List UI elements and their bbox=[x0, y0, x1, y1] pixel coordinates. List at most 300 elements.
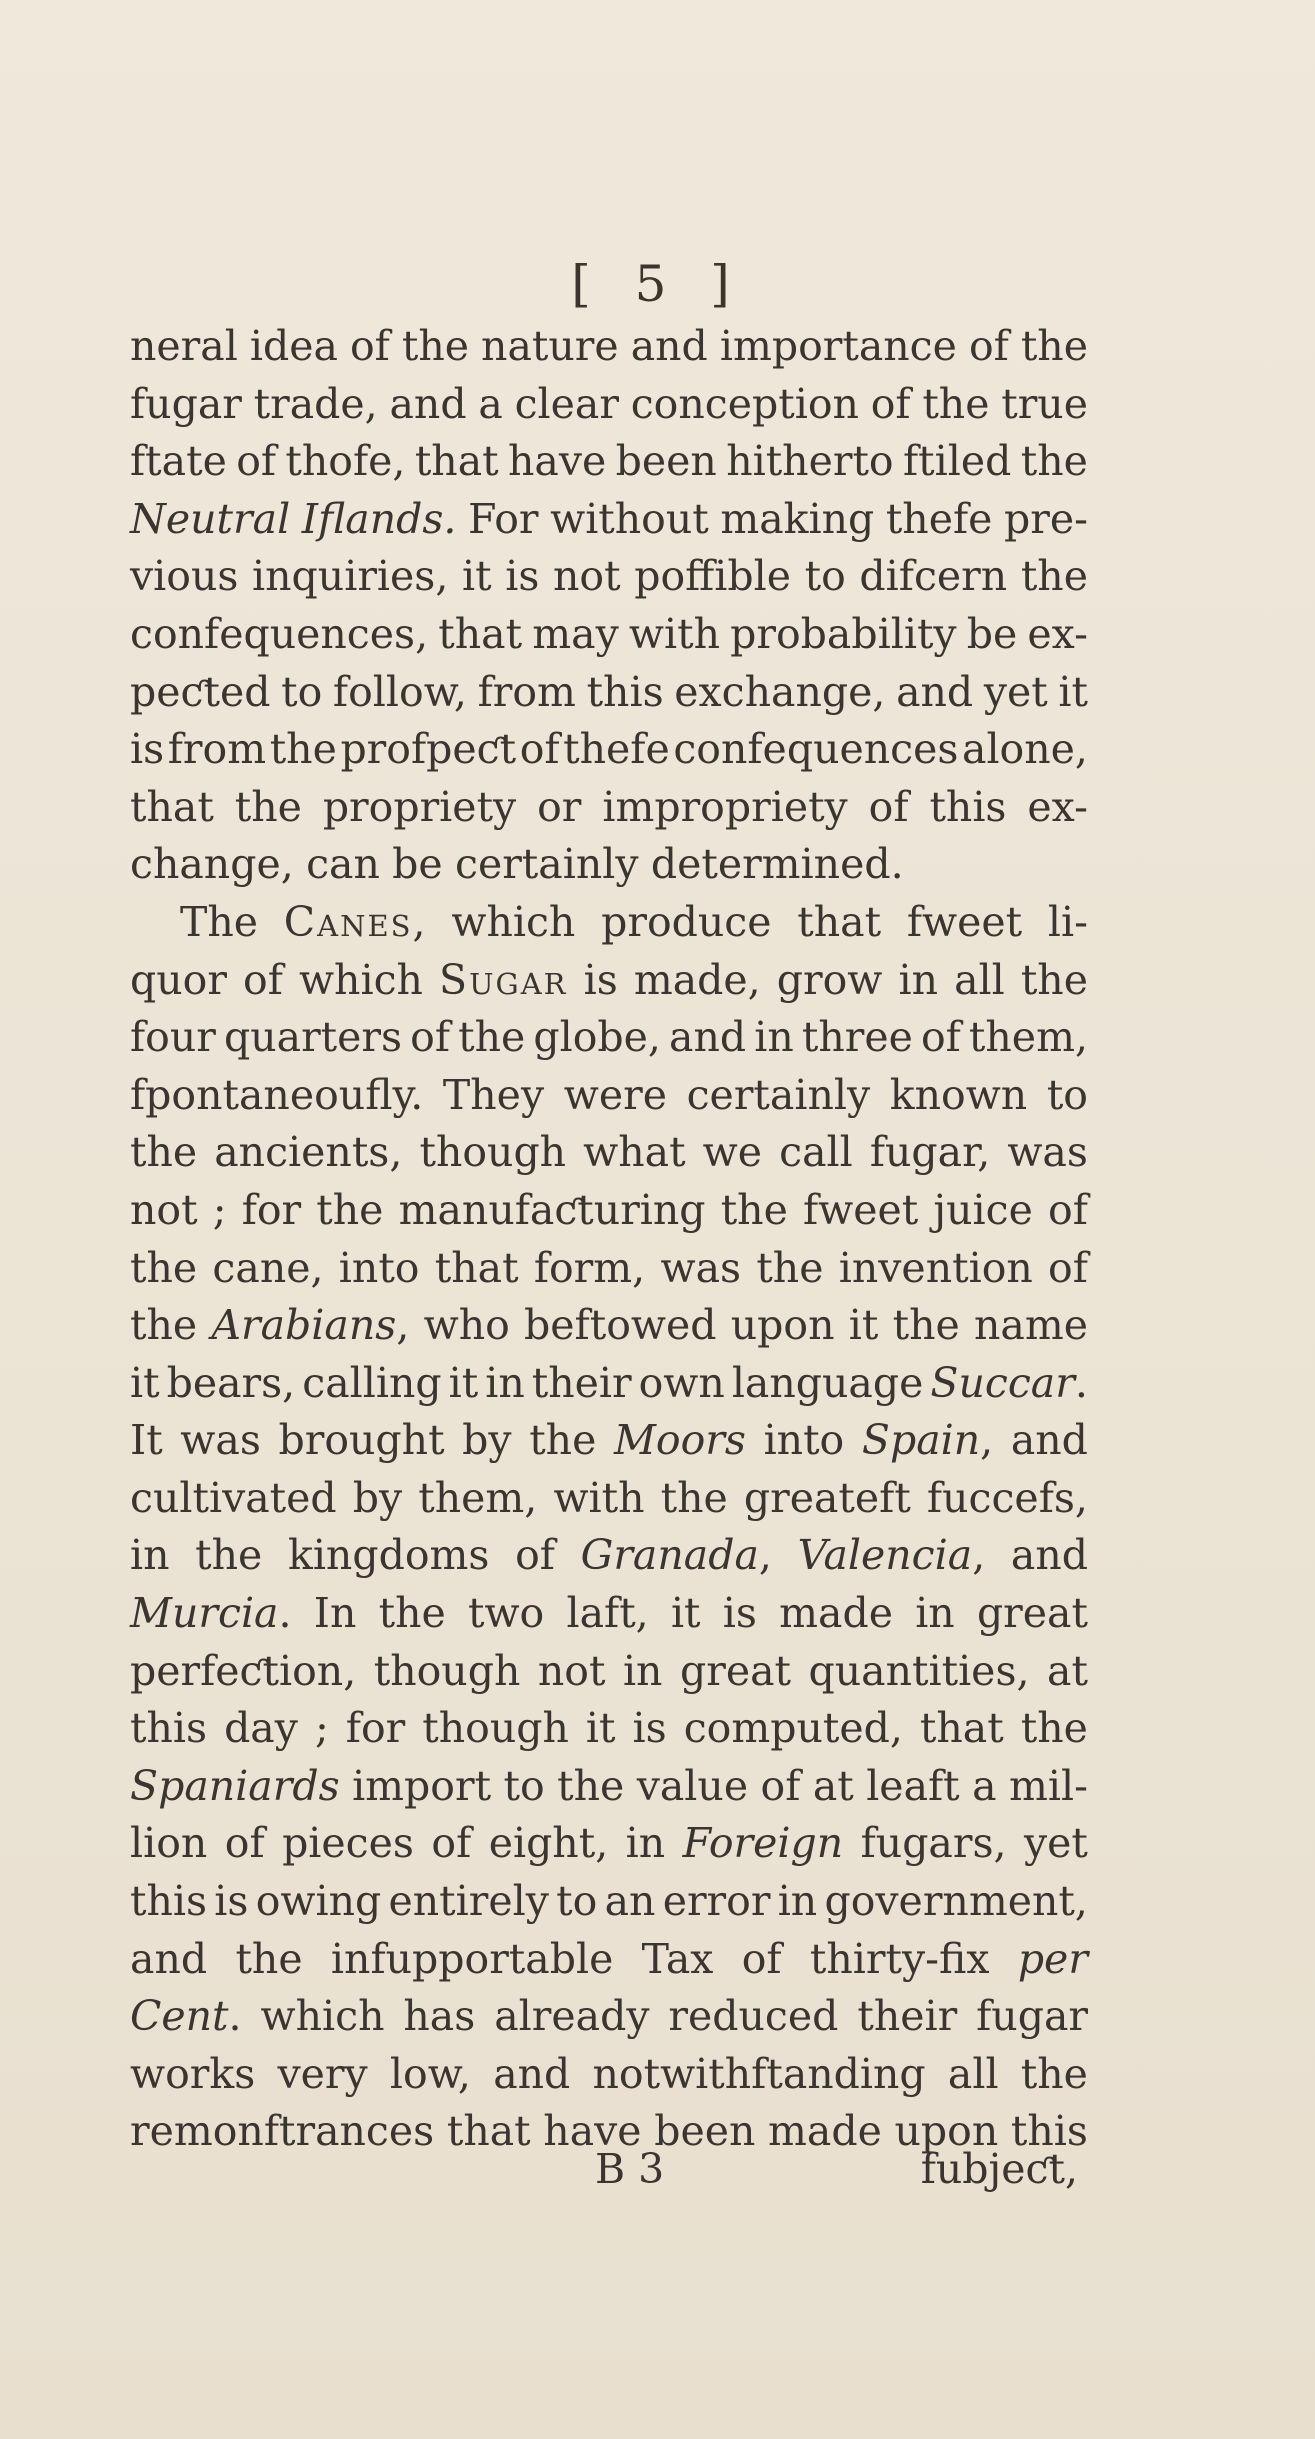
word bbox=[235, 779, 302, 837]
word-piece: ; bbox=[314, 1704, 329, 1753]
word-piece: all bbox=[954, 955, 1005, 1004]
word-piece: Foreign bbox=[682, 1819, 844, 1868]
word bbox=[505, 548, 539, 606]
word-piece: in bbox=[130, 1531, 170, 1580]
word-piece: of bbox=[1048, 1185, 1088, 1234]
word-piece: fweet bbox=[803, 1185, 919, 1234]
text-line bbox=[130, 1182, 1088, 1240]
word-piece: quantities, bbox=[808, 1646, 1030, 1695]
word bbox=[927, 1470, 1088, 1528]
word bbox=[515, 1527, 555, 1585]
text-line bbox=[130, 721, 1088, 779]
word bbox=[1021, 952, 1088, 1010]
word-piece: fuccefs, bbox=[926, 1473, 1088, 1522]
word-piece: of bbox=[1048, 1243, 1088, 1292]
word-piece: to bbox=[804, 552, 846, 601]
word-piece: thefe bbox=[563, 725, 670, 774]
word-piece: The bbox=[180, 897, 259, 946]
word bbox=[761, 1758, 801, 1816]
word bbox=[593, 2046, 926, 2104]
word-piece: made, bbox=[633, 955, 761, 1004]
word bbox=[424, 1297, 510, 1355]
word-piece: thefe bbox=[885, 494, 993, 543]
word-piece: and bbox=[1010, 1416, 1088, 1465]
word bbox=[920, 1700, 1004, 1758]
word bbox=[756, 1240, 823, 1298]
word bbox=[389, 376, 466, 434]
word bbox=[744, 1470, 911, 1528]
word bbox=[130, 1815, 207, 1873]
text-line bbox=[130, 1009, 1088, 1067]
word bbox=[1048, 1182, 1088, 1240]
word-piece: determined. bbox=[650, 840, 904, 889]
word bbox=[285, 433, 405, 491]
word-piece: the bbox=[269, 725, 337, 774]
word-piece: to bbox=[281, 667, 323, 716]
text-line bbox=[130, 1124, 1088, 1182]
word bbox=[859, 548, 1007, 606]
word-piece: and bbox=[130, 1934, 208, 1983]
word bbox=[261, 1988, 385, 2046]
word-piece: the bbox=[401, 322, 470, 370]
word-piece: has bbox=[403, 1992, 476, 2041]
word-piece: and bbox=[896, 667, 974, 716]
word bbox=[214, 1124, 402, 1182]
word-piece: into bbox=[338, 1243, 420, 1292]
text-line bbox=[130, 664, 1088, 722]
word-piece: four bbox=[130, 1013, 216, 1062]
word bbox=[468, 491, 539, 549]
word bbox=[302, 1355, 441, 1413]
word-piece: very bbox=[277, 2049, 368, 2098]
word bbox=[281, 664, 322, 722]
word bbox=[803, 1182, 918, 1240]
word-piece: from bbox=[477, 667, 576, 716]
word bbox=[1024, 1815, 1088, 1873]
word-piece: Cent bbox=[130, 1992, 229, 2041]
word bbox=[661, 1470, 728, 1528]
word bbox=[933, 1182, 1032, 1240]
word-piece: them, bbox=[418, 1473, 538, 1522]
word-piece: which bbox=[451, 897, 576, 946]
word-piece: and bbox=[1010, 1531, 1088, 1580]
text-line bbox=[130, 1931, 1088, 1989]
word bbox=[862, 1412, 993, 1470]
word bbox=[130, 548, 238, 606]
word-piece: that bbox=[797, 897, 882, 946]
word bbox=[581, 1527, 772, 1585]
word bbox=[299, 952, 423, 1010]
word bbox=[977, 1585, 1088, 1643]
word-piece: who bbox=[423, 1301, 510, 1350]
word-piece: Valencia bbox=[797, 1531, 973, 1580]
word-piece: may bbox=[532, 609, 619, 658]
word-piece: poffible bbox=[634, 552, 791, 601]
word-piece: They bbox=[442, 1070, 545, 1119]
text-line bbox=[130, 318, 1088, 376]
word bbox=[374, 1643, 521, 1701]
word-piece: can bbox=[306, 840, 380, 889]
word-piece: low, bbox=[389, 2049, 471, 2098]
word bbox=[306, 836, 380, 894]
word bbox=[1027, 606, 1088, 664]
word bbox=[252, 548, 448, 606]
text-line bbox=[130, 1412, 1088, 1470]
word-piece: beftowed bbox=[524, 1301, 717, 1350]
word-piece: follow, bbox=[332, 667, 467, 716]
word bbox=[637, 1758, 748, 1816]
word bbox=[969, 1009, 1088, 1067]
word-piece: entirely bbox=[388, 1877, 549, 1926]
word bbox=[731, 1297, 835, 1355]
word bbox=[130, 1527, 170, 1585]
word bbox=[890, 1067, 1027, 1125]
word-piece: per bbox=[1017, 1934, 1088, 1983]
word bbox=[673, 721, 958, 779]
word-piece: yet bbox=[983, 667, 1048, 716]
word bbox=[614, 1412, 746, 1470]
word bbox=[639, 1355, 725, 1413]
text-line bbox=[130, 548, 1088, 606]
word-piece: from bbox=[167, 725, 267, 774]
word-piece: them, bbox=[968, 1013, 1088, 1062]
word bbox=[974, 1297, 1088, 1355]
word-piece: the bbox=[195, 1531, 263, 1580]
word bbox=[634, 952, 761, 1010]
text-line bbox=[130, 2046, 1088, 2104]
word bbox=[583, 1124, 685, 1182]
word bbox=[810, 1931, 990, 1989]
word-piece: with bbox=[553, 1473, 645, 1522]
word-piece: brought bbox=[278, 1416, 445, 1465]
word-piece: the bbox=[378, 1589, 446, 1638]
word-piece: true bbox=[1001, 379, 1088, 428]
word-piece: yet bbox=[1024, 1819, 1088, 1868]
word-piece: Arabians bbox=[211, 1301, 397, 1350]
word-piece: ; bbox=[212, 1185, 227, 1234]
word bbox=[130, 1931, 207, 1989]
word-piece: great bbox=[976, 1589, 1088, 1638]
word bbox=[350, 318, 390, 376]
word-piece: it bbox=[448, 1358, 479, 1407]
text-line bbox=[130, 491, 1088, 549]
word-piece: that bbox=[414, 437, 499, 486]
word-piece: ancients, bbox=[214, 1128, 403, 1177]
word bbox=[969, 318, 1009, 376]
word bbox=[930, 1355, 1088, 1413]
word-piece: , bbox=[412, 897, 426, 946]
word bbox=[687, 1067, 871, 1125]
word bbox=[278, 1412, 444, 1470]
word bbox=[331, 1931, 613, 1989]
text-line bbox=[130, 1988, 1088, 2046]
word bbox=[515, 376, 619, 434]
word-piece: the bbox=[660, 1473, 728, 1522]
word bbox=[962, 721, 1088, 779]
word bbox=[984, 664, 1048, 722]
word-piece: the bbox=[1020, 2049, 1088, 2098]
word-piece: propriety bbox=[322, 782, 517, 831]
word bbox=[805, 548, 846, 606]
word bbox=[1011, 1527, 1088, 1585]
word-piece: cultivated bbox=[130, 1473, 337, 1522]
word bbox=[896, 664, 973, 722]
word-piece: it bbox=[848, 1301, 879, 1350]
word-piece: two bbox=[467, 1589, 545, 1638]
text-line bbox=[130, 836, 1088, 894]
word-piece: trade, bbox=[253, 379, 378, 428]
word-piece: upon bbox=[894, 2107, 999, 2156]
word-piece: that bbox=[919, 1704, 1004, 1753]
word-piece: owing bbox=[255, 1877, 382, 1926]
word-piece: in bbox=[622, 1646, 663, 1695]
word bbox=[481, 318, 619, 376]
word bbox=[1058, 664, 1088, 722]
word-piece: the bbox=[756, 1243, 824, 1292]
word bbox=[683, 1815, 844, 1873]
word-piece: was bbox=[180, 1416, 261, 1465]
word bbox=[778, 1873, 818, 1931]
word bbox=[929, 779, 1006, 837]
word-piece: pre- bbox=[1003, 494, 1088, 543]
word bbox=[563, 721, 670, 779]
word-piece: nature bbox=[481, 322, 619, 370]
word bbox=[399, 1182, 706, 1240]
word-piece: fugar bbox=[976, 1992, 1088, 2041]
word bbox=[684, 1700, 903, 1758]
word bbox=[726, 433, 893, 491]
word bbox=[493, 2046, 570, 2104]
word-piece: lion bbox=[130, 1819, 208, 1868]
word-piece: greateft bbox=[743, 1473, 911, 1522]
word bbox=[629, 606, 720, 664]
word-piece: value bbox=[636, 1761, 749, 1810]
word bbox=[403, 1988, 475, 2046]
word-piece: , bbox=[972, 1531, 986, 1580]
word-piece: though bbox=[373, 1646, 521, 1695]
word-piece: grow bbox=[776, 955, 883, 1004]
word-piece: in bbox=[915, 1589, 955, 1638]
word bbox=[532, 1355, 632, 1413]
word-piece: , bbox=[396, 1301, 410, 1350]
text-line bbox=[130, 1758, 1088, 1816]
word-piece: manufaƈturing bbox=[398, 1185, 706, 1234]
word-piece: globe, bbox=[533, 1013, 661, 1062]
word-piece: already bbox=[494, 1992, 650, 2041]
word-piece: ftate bbox=[130, 437, 227, 486]
word-piece: not bbox=[537, 1646, 606, 1695]
word bbox=[168, 721, 266, 779]
word bbox=[130, 376, 242, 434]
word-piece: the bbox=[922, 379, 990, 428]
word bbox=[1004, 491, 1088, 549]
word-piece: ex- bbox=[1027, 609, 1088, 658]
word-piece: the bbox=[316, 1185, 384, 1234]
word-piece: fugars, bbox=[860, 1819, 1007, 1868]
word-piece: to bbox=[556, 1877, 598, 1926]
word-piece: the bbox=[892, 1301, 960, 1350]
body-text bbox=[130, 318, 1088, 2161]
word-piece: clear bbox=[514, 379, 619, 428]
word bbox=[443, 1067, 544, 1125]
word bbox=[418, 1470, 537, 1528]
page-number: [ 5 ] bbox=[571, 255, 744, 313]
word bbox=[1047, 1643, 1088, 1701]
word bbox=[1011, 1412, 1088, 1470]
word-piece: without bbox=[550, 494, 709, 543]
word bbox=[584, 952, 618, 1010]
word-piece: known bbox=[889, 1070, 1028, 1119]
word-piece: it bbox=[585, 1704, 616, 1753]
word bbox=[422, 1700, 569, 1758]
word bbox=[976, 1988, 1088, 2046]
word bbox=[352, 1758, 491, 1816]
word-piece: by bbox=[462, 1416, 512, 1465]
text-line bbox=[130, 1873, 1088, 1931]
word-piece: were bbox=[563, 1070, 667, 1119]
word-piece: this bbox=[929, 782, 1007, 831]
word-piece: notwithftanding bbox=[592, 2049, 926, 2098]
word bbox=[537, 779, 581, 837]
word bbox=[1009, 1758, 1088, 1816]
word-piece: Canes bbox=[283, 897, 413, 946]
word bbox=[870, 1124, 990, 1182]
word-piece: in bbox=[898, 955, 938, 1004]
word bbox=[449, 1355, 479, 1413]
word bbox=[494, 1988, 649, 2046]
word-piece: Spaniards bbox=[130, 1761, 340, 1810]
word bbox=[601, 894, 771, 952]
word bbox=[314, 1585, 357, 1643]
word-piece: is bbox=[583, 955, 618, 1004]
word bbox=[468, 1585, 544, 1643]
word bbox=[508, 433, 606, 491]
word-piece: an bbox=[604, 1877, 656, 1926]
word-piece: fugar, bbox=[869, 1128, 991, 1177]
text-line bbox=[130, 433, 1088, 491]
word bbox=[270, 721, 337, 779]
word bbox=[254, 376, 378, 434]
word-piece: fugar bbox=[130, 379, 242, 428]
word bbox=[779, 1124, 853, 1182]
word-piece: language bbox=[731, 1358, 924, 1407]
text-line bbox=[130, 1470, 1088, 1528]
word bbox=[1021, 1700, 1088, 1758]
word bbox=[130, 721, 164, 779]
word bbox=[235, 1931, 302, 1989]
word-piece: have bbox=[508, 437, 607, 486]
word-piece: it bbox=[462, 552, 492, 601]
word bbox=[1018, 1931, 1088, 1989]
word-piece: call bbox=[779, 1128, 853, 1177]
word bbox=[538, 1643, 606, 1701]
word-piece: in bbox=[485, 1358, 525, 1407]
word bbox=[462, 1412, 511, 1470]
word-piece: of bbox=[760, 1761, 801, 1810]
word-piece: is bbox=[130, 725, 165, 774]
word-piece: leaft bbox=[866, 1761, 960, 1810]
word-piece: thofe, bbox=[285, 437, 406, 486]
word-piece: this bbox=[586, 667, 664, 716]
word-piece: of bbox=[920, 1013, 961, 1062]
word-piece: profpeƈt bbox=[340, 725, 517, 774]
word-piece: of bbox=[868, 782, 909, 831]
word bbox=[813, 1758, 854, 1816]
word-piece: been bbox=[615, 437, 717, 486]
word-piece: for bbox=[345, 1704, 406, 1753]
word-piece: it bbox=[670, 1589, 701, 1638]
word bbox=[605, 1873, 656, 1931]
word bbox=[557, 1758, 624, 1816]
word bbox=[779, 1585, 893, 1643]
word-piece: upon bbox=[730, 1301, 835, 1350]
word-piece: is bbox=[505, 552, 540, 601]
word bbox=[402, 318, 469, 376]
word-piece: of bbox=[349, 322, 390, 370]
word bbox=[167, 1355, 296, 1413]
word bbox=[866, 1758, 959, 1816]
word-piece: It bbox=[130, 1416, 163, 1465]
word bbox=[824, 1873, 1087, 1931]
word-piece: bears, bbox=[166, 1358, 296, 1407]
word bbox=[553, 548, 621, 606]
word bbox=[130, 1009, 216, 1067]
word-piece: . bbox=[1074, 1358, 1088, 1407]
word bbox=[616, 433, 717, 491]
word-piece: reduced bbox=[668, 1992, 839, 2041]
word-piece: with bbox=[628, 609, 720, 658]
word-piece: we bbox=[702, 1128, 763, 1177]
word bbox=[668, 1988, 838, 2046]
word bbox=[353, 1470, 402, 1528]
word bbox=[1021, 548, 1088, 606]
word bbox=[654, 2103, 755, 2161]
word bbox=[180, 1412, 261, 1470]
word bbox=[732, 1355, 924, 1413]
word bbox=[225, 1815, 265, 1873]
word bbox=[921, 1009, 961, 1067]
word-piece: calling bbox=[302, 1358, 442, 1407]
word bbox=[922, 376, 989, 434]
word bbox=[533, 1009, 661, 1067]
word bbox=[130, 2103, 434, 2161]
word bbox=[954, 952, 1005, 1010]
word-piece: cane, bbox=[212, 1243, 324, 1292]
text-line bbox=[130, 1815, 1088, 1873]
word-piece: alone, bbox=[962, 725, 1088, 774]
word bbox=[802, 1009, 913, 1067]
word bbox=[282, 1815, 414, 1873]
word-piece: which bbox=[260, 1992, 385, 2041]
word-piece: invention bbox=[838, 1243, 1033, 1292]
word bbox=[130, 1470, 337, 1528]
word-piece: works bbox=[130, 2049, 256, 2098]
word bbox=[243, 952, 283, 1010]
word bbox=[277, 2046, 367, 2104]
word bbox=[797, 894, 881, 952]
word bbox=[130, 318, 238, 376]
word bbox=[130, 1124, 197, 1182]
word bbox=[602, 779, 847, 837]
word-piece: their bbox=[857, 1992, 958, 2041]
word-piece: ftiled bbox=[902, 437, 1012, 486]
word-piece: making bbox=[720, 494, 875, 543]
word bbox=[1007, 1124, 1088, 1182]
word-piece: it bbox=[130, 1358, 160, 1407]
word-piece: not bbox=[553, 552, 621, 601]
word bbox=[130, 1758, 340, 1816]
word bbox=[631, 318, 708, 376]
